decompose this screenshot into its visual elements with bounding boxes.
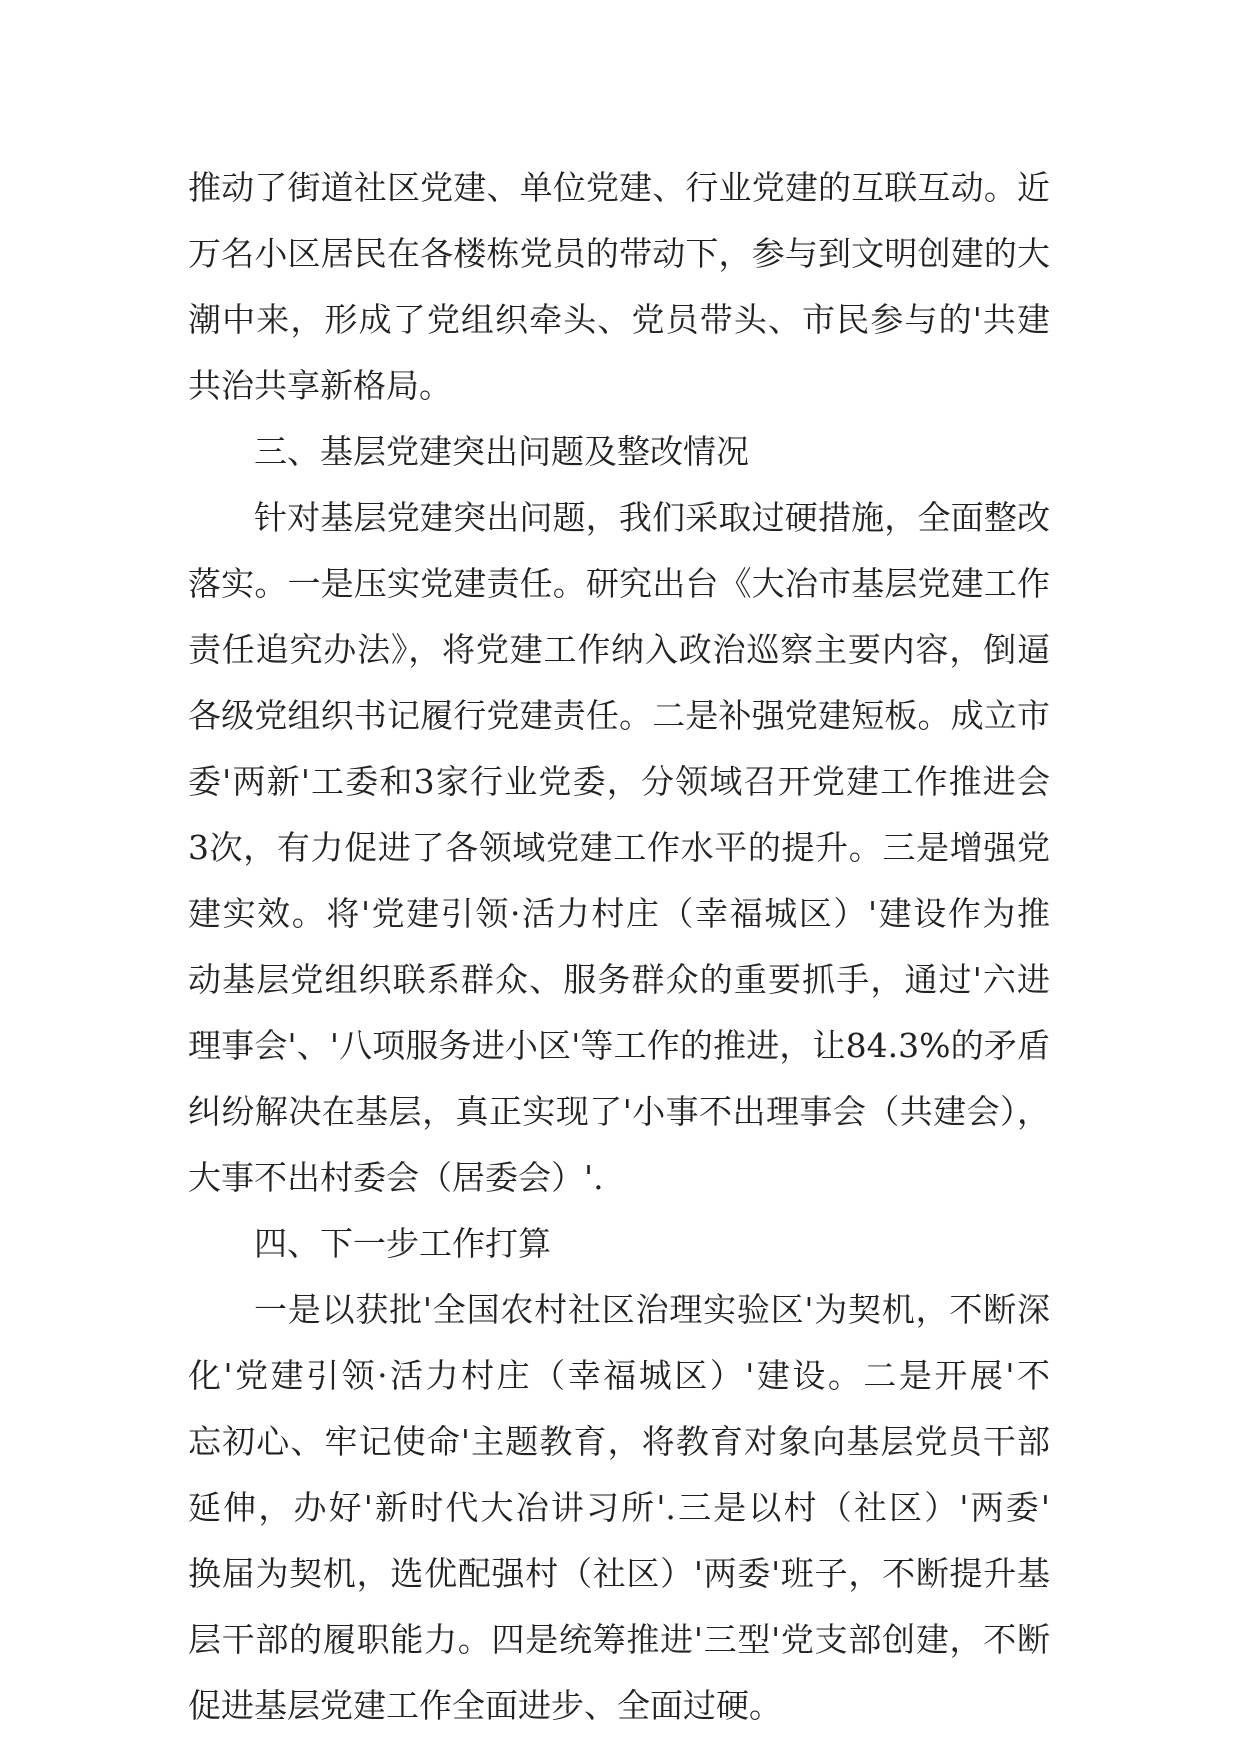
paragraph-line: 换届为契机，选优配强村（社区）'两委'班子，不断提升基 <box>188 1554 1050 1593</box>
paragraph-line: 委'两新'工委和3家行业党委，分领域召开党建工作推进会 <box>188 762 1050 801</box>
paragraph-line: 延伸，办好'新时代大冶讲习所'.三是以村（社区）'两委' <box>188 1488 1050 1527</box>
paragraph-line: 推动了街道社区党建、单位党建、行业党建的互联互动。近 <box>188 168 1050 207</box>
paragraph-line: 落实。一是压实党建责任。研究出台《大冶市基层党建工作 <box>188 564 1050 603</box>
paragraph-line: 动基层党组织联系群众、服务群众的重要抓手，通过'六进 <box>188 960 1050 999</box>
paragraph-line: 各级党组织书记履行党建责任。二是补强党建短板。成立市 <box>188 696 1050 735</box>
paragraph-line: 纠纷解决在基层，真正实现了'小事不出理事会（共建会）， <box>188 1092 1050 1131</box>
paragraph-line: 共治共享新格局。 <box>188 366 452 405</box>
paragraph-line: 建实效。将'党建引领·活力村庄（幸福城区）'建设作为推 <box>188 894 1050 933</box>
section-heading: 四、下一步工作打算 <box>254 1224 551 1263</box>
paragraph-line: 3次，有力促进了各领域党建工作水平的提升。三是增强党 <box>188 828 1050 867</box>
paragraph-line: 化'党建引领·活力村庄（幸福城区）'建设。二是开展'不 <box>188 1356 1050 1395</box>
paragraph-line: 针对基层党建突出问题，我们采取过硬措施，全面整改 <box>254 498 1050 537</box>
section-heading: 三、基层党建突出问题及整改情况 <box>254 432 749 471</box>
paragraph-line: 理事会'、'八项服务进小区'等工作的推进，让84.3%的矛盾 <box>188 1026 1050 1065</box>
paragraph-line: 潮中来，形成了党组织牵头、党员带头、市民参与的'共建 <box>188 300 1050 339</box>
paragraph-line: 万名小区居民在各楼栋党员的带动下，参与到文明创建的大 <box>188 234 1050 273</box>
document-body <box>188 155 1050 1739</box>
paragraph-line: 促进基层党建工作全面进步、全面过硬。 <box>188 1686 782 1725</box>
paragraph-line: 大事不出村委会（居委会）'. <box>188 1158 604 1197</box>
paragraph-line: 一是以获批'全国农村社区治理实验区'为契机，不断深 <box>254 1290 1050 1329</box>
paragraph-line: 忘初心、牢记使命'主题教育，将教育对象向基层党员干部 <box>188 1422 1050 1461</box>
paragraph-line: 层干部的履职能力。四是统筹推进'三型'党支部创建，不断 <box>188 1620 1050 1659</box>
paragraph-line: 责任追究办法》，将党建工作纳入政治巡察主要内容，倒逼 <box>188 630 1050 669</box>
